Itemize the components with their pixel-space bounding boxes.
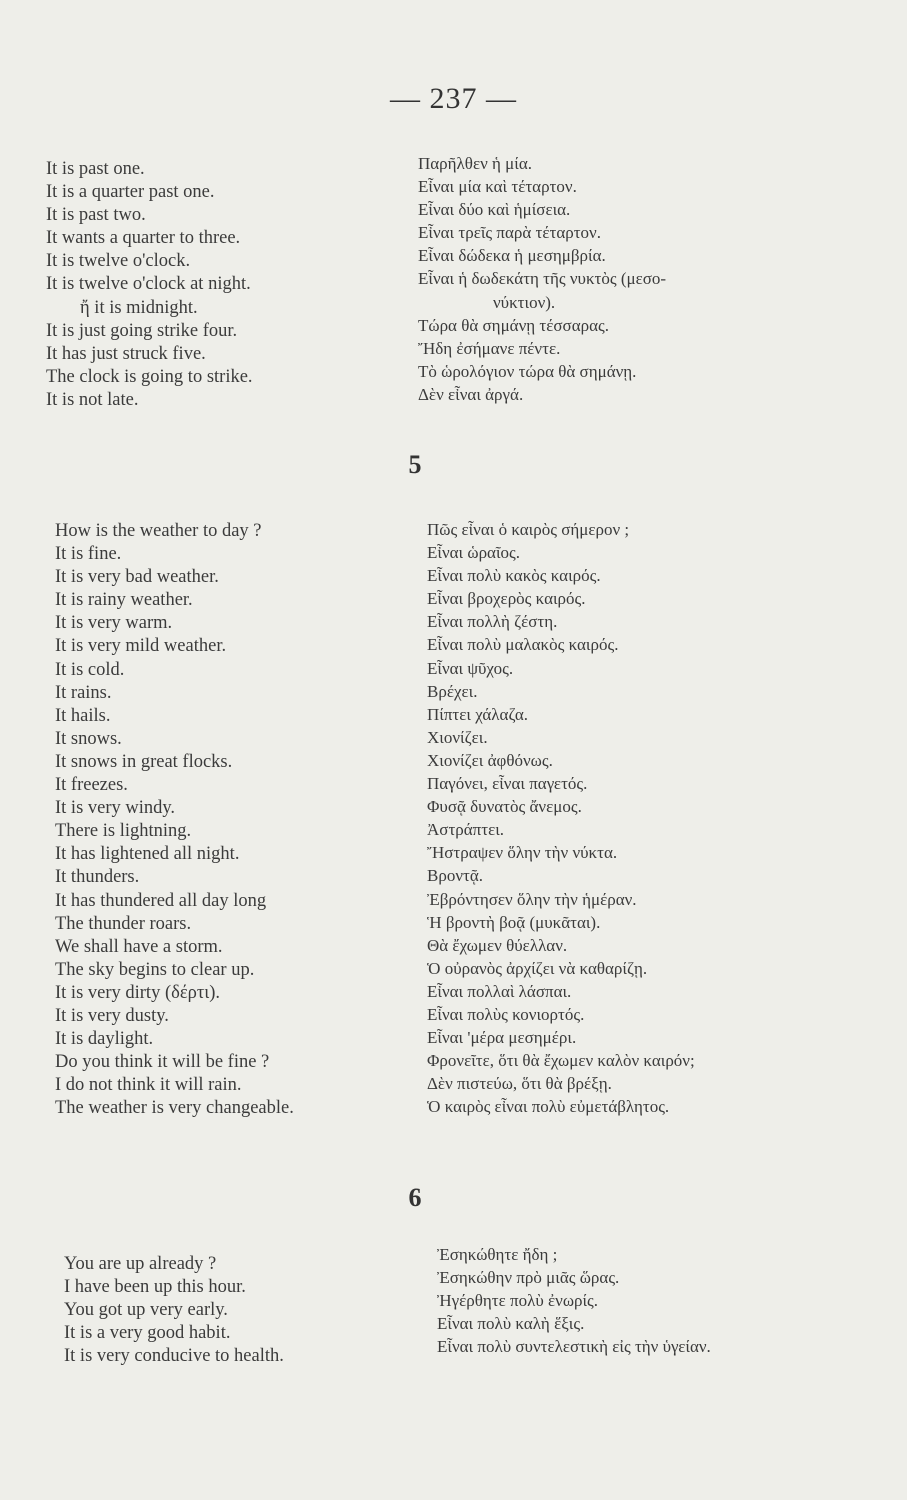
greek-line: Θὰ ἔχωμεν θύελλαν. [427,935,568,955]
english-line: It is not late. [46,389,139,410]
greek-line: Ἡ βροντὴ βοᾷ (μυκᾶται). [427,912,601,932]
greek-line: Εἶναι πολὺ καλὴ ἕξις. [437,1314,585,1334]
english-line: It has thundered all day long [55,890,267,911]
english-line: It is very conducive to health. [64,1346,284,1367]
english-line: I do not think it will rain. [55,1075,242,1096]
greek-line: Φρονεῖτε, ὅτι θὰ ἔχωμεν καλὸν καιρόν; [427,1051,695,1071]
english-line: It has just struck five. [46,343,206,364]
section-1-greek-column [418,152,666,406]
greek-line: Ἐβρόντησεν ὅλην τὴν ἡμέραν. [427,889,637,909]
greek-line: Πίπτει χάλαζα. [427,704,529,724]
english-line: It wants a quarter to three. [46,228,241,249]
english-line: There is lightning. [55,821,192,842]
greek-line: Εἶναι πολὺ κακὸς καιρός. [427,566,601,586]
english-line: It is cold. [55,659,125,680]
greek-line: Ἤστραψεν ὅλην τὴν νύκτα. [427,843,618,863]
greek-line: Χιονίζει. [427,727,488,747]
greek-line: Φυσᾷ δυνατὸς ἄνεμος. [427,797,582,817]
section-number-5: 5 [408,450,422,479]
page-number: — 237 — [390,82,517,115]
english-line: It is very dirty (δέρτι). [55,982,221,1003]
greek-line: Τώρα θὰ σημάνῃ τέσσαρας. [418,315,609,335]
english-line: The clock is going to strike. [46,366,253,387]
greek-line: Ἐσηκώθην πρὸ μιᾶς ὥρας. [437,1268,620,1288]
greek-line: Εἶναι ἡ δωδεκάτη τῆς νυκτὸς (μεσο- [418,269,667,289]
greek-line: Εἶναι μία καὶ τέταρτον. [418,177,577,197]
greek-line: Ἤδη ἐσήμανε πέντε. [418,338,561,358]
greek-line: Βροντᾷ. [427,866,483,886]
greek-line: Πῶς εἶναι ὁ καιρὸς σήμερον ; [427,520,630,539]
greek-line: Ἠγέρθητε πολὺ ἐνωρίς. [437,1291,599,1311]
english-line: It is twelve o'clock at night. [46,274,251,295]
english-line: It is very dusty. [55,1005,169,1026]
english-line: It is very mild weather. [55,636,227,657]
english-line: You got up very early. [64,1300,228,1321]
english-line: It is past one. [46,159,145,179]
greek-line: Εἶναι δώδεκα ἡ μεσημβρία. [418,246,606,266]
greek-line: Παγόνει, εἶναι παγετός. [427,774,588,794]
greek-line: Χιονίζει ἀφθόνως. [427,750,553,770]
greek-line: Παρῆλθεν ἡ μία. [418,154,533,173]
section-5-english-column [55,520,294,1120]
english-line: It is very warm. [55,613,173,634]
greek-line: Εἶναι δύο καὶ ἡμίσεια. [418,200,571,220]
greek-line: Εἶναι ψῦχος. [427,658,514,678]
english-line: It is very bad weather. [55,567,219,588]
greek-line: Εἶναι βροχερὸς καιρός. [427,589,586,609]
greek-line: νύκτιον). [493,292,556,312]
greek-line: Δὲν εἶναι ἀργά. [418,384,524,404]
greek-line: Ἐσηκώθητε ἤδη ; [437,1245,558,1264]
english-line: It is twelve o'clock. [46,251,191,272]
section-6-english-column [64,1253,284,1368]
english-line: It is past two. [46,205,146,226]
english-line: Do you think it will be fine ? [55,1052,270,1073]
greek-line: Εἶναι ὡραῖος. [427,543,521,563]
greek-line: Βρέχει. [427,681,478,701]
english-line: The sky begins to clear up. [55,959,255,980]
greek-line: Εἶναι τρεῖς παρὰ τέταρτον. [418,223,601,243]
english-line: ἤ it is midnight. [80,297,198,318]
english-line: It is daylight. [55,1029,154,1050]
english-line: It is a quarter past one. [46,182,215,203]
english-line: It freezes. [55,775,128,796]
greek-line: Εἶναι πολλαὶ λάσπαι. [427,981,572,1001]
english-line: It is just going strike four. [46,320,238,341]
english-line: It rains. [55,682,112,703]
english-line: It is very windy. [55,798,176,819]
section-1-english-column [46,158,253,412]
english-line: It is a very good habit. [64,1323,231,1344]
section-number-6: 6 [408,1183,422,1212]
english-line: We shall have a storm. [55,936,223,957]
greek-line: Τὸ ὡρολόγιον τώρα θὰ σημάνῃ. [418,361,637,381]
greek-line: Εἶναι πολὺς κονιορτός. [427,1004,585,1024]
section-6-greek-column [437,1243,711,1358]
english-line: It snows. [55,728,122,749]
greek-line: Εἶναι πολὺ μαλακὸς καιρός. [427,635,619,655]
english-line: The weather is very changeable. [55,1098,294,1119]
english-line: I have been up this hour. [64,1277,246,1298]
english-line: It is rainy weather. [55,590,193,611]
greek-line: Εἶναι πολὺ συντελεστικὴ εἰς τὴν ὑγείαν. [437,1337,711,1357]
english-line: It has lightened all night. [55,844,240,865]
english-line: It is fine. [55,544,122,565]
english-line: It hails. [55,705,111,726]
greek-line: Εἶναι πολλὴ ζέστη. [427,612,558,632]
english-line: How is the weather to day ? [55,521,262,541]
english-line: The thunder roars. [55,913,192,934]
greek-line: Εἶναι 'μέρα μεσημέρι. [427,1028,577,1048]
english-line: You are up already ? [64,1254,217,1274]
greek-line: Δὲν πιστεύω, ὅτι θὰ βρέξῃ. [427,1074,612,1094]
english-line: It thunders. [55,867,140,888]
greek-line: Ἀστράπτει. [427,820,505,840]
greek-line: Ὁ καιρὸς εἶναι πολὺ εὐμετάβλητος. [427,1097,670,1117]
section-5-greek-column [427,518,695,1118]
greek-line: Ὁ οὐρανὸς ἀρχίζει νὰ καθαρίζῃ. [427,958,648,978]
english-line: It snows in great flocks. [55,751,233,772]
